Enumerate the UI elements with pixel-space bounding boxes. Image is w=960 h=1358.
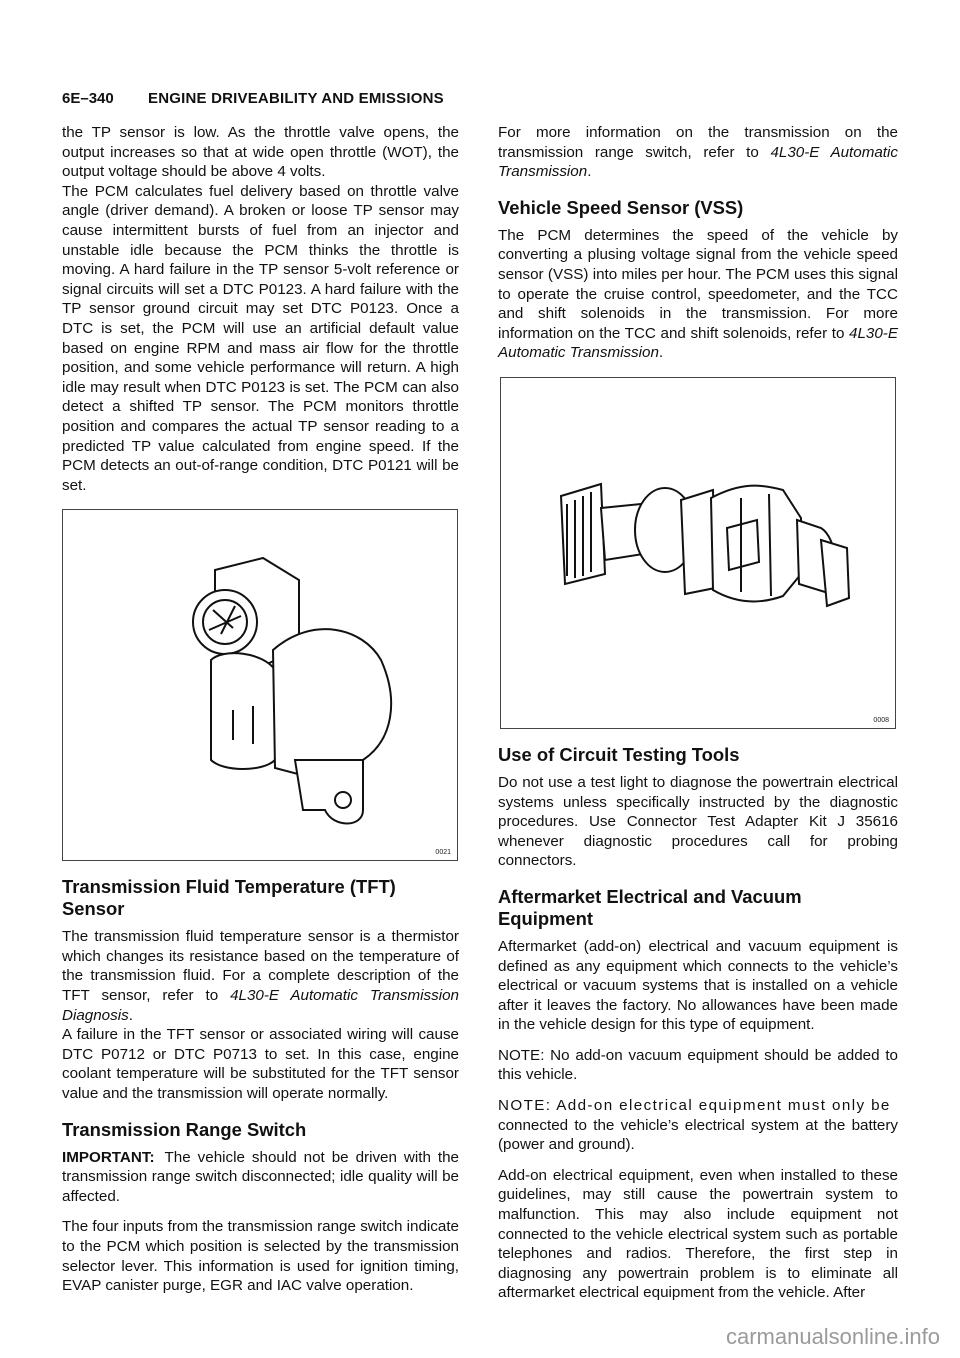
paragraph: Add-on electrical equipment, even when installed to these guidelines, may still cause the powertrain system to malfunction. This may also include equipment not connected to the vehicle electrical system such as portable telephones and radios. Therefore, the first step in diagnosing any powertrain problem is to eliminate all aftermarket electrical equipment from the vehicle. After — [498, 1166, 898, 1302]
paragraph — [62, 927, 459, 1025]
note-continued: connected to the vehicle’s electrical system at the battery (power and ground). — [498, 1116, 898, 1154]
tp-sensor-illustration — [63, 510, 457, 860]
text-run: The transmission fluid temperature sensor is a thermistor which changes its resistance based on the temperature of the transmission fluid. For a complete description of the TFT sensor, refer to — [62, 928, 459, 1005]
important-label: IMPORTANT: — [62, 1148, 155, 1166]
right-column — [498, 123, 898, 1314]
paragraph: The PCM calculates fuel delivery based on throttle valve angle (driver demand). A broken or loose TP sensor may cause intermittent bursts of fuel from an injector and unstable idle because the PCM thinks the throttle is moving. A hard failure in the TP sensor 5-volt reference or signal circuits will set a DTC P0123. A hard failure with the TP sensor ground circuit may set DTC P0123. Once a DTC is set, the PCM will use an artificial default value based on engine RPM and mass air flow for the throttle position, and some vehicle performance will return. A high idle may result when DTC P0123 is set. The PCM can also detect a shifted TP sensor. The PCM monitors throttle position and compares the actual TP sensor reading to a predicted TP value calculated from engine speed. If the PCM detects an out-of-range condition, DTC P0121 will be set. — [62, 182, 459, 494]
left-column — [62, 123, 459, 1307]
tft-heading: Transmission Fluid Temperature (TFT) Sensor — [62, 876, 396, 920]
text-run: . — [128, 1006, 133, 1024]
figure-id: 0008 — [873, 716, 889, 724]
paragraph: A failure in the TFT sensor or associated wiring will cause DTC P0712 or DTC P0713 to set. In this case, engine coolant temperature will be substituted for the TFT sensor value and the transmission will operate normally. — [62, 1026, 459, 1103]
paragraph — [498, 123, 898, 182]
text-run: . — [587, 163, 592, 181]
text-run: . — [658, 344, 664, 362]
important-note — [62, 1148, 459, 1207]
cross-reference: 4L30-E Automatic Transmission — [498, 324, 898, 362]
paragraph: Aftermarket (add-on) electrical and vacuum equipment is defined as any equipment which connects to the vehicle’s electrical or vacuum systems that is installed on a vehicle after it leaves the factory. No allowances have been made in the vehicle design for this type of equipment. — [498, 937, 898, 1034]
text-run: For more information on the transmission on the transmission range switch, refer to — [498, 124, 898, 161]
page-number: 6E–340 — [62, 90, 114, 107]
cross-reference: 4L30-E Automatic Transmission — [498, 143, 898, 181]
text-run: NOTE: Add-on electrical equipment must only be — [498, 1097, 891, 1115]
figure-id: 0021 — [435, 849, 451, 857]
vss-illustration — [501, 378, 895, 728]
paragraph: the TP sensor is low. As the throttle valve opens, the output increases so that at wide open throttle (WOT), the output voltage should be above 4 volts. — [62, 124, 459, 181]
text-run: The vehicle should not be driven with the transmission range switch disconnected; idle quality will be affected. — [62, 1148, 459, 1205]
trs-heading: Transmission Range Switch — [62, 1118, 307, 1140]
tools-heading: Use of Circuit Testing Tools — [498, 743, 740, 765]
tp-sensor-figure — [62, 509, 458, 861]
text-run: The PCM determines the speed of the vehicle by converting a plusing voltage signal from the vehicle speed sensor (VSS) into miles per hour. The PCM uses this signal to operate the cruise control, speedometer, and the TCC and shift solenoids in the transmission. For more information on the TCC and shift solenoids, refer to — [498, 226, 898, 342]
vss-heading: Vehicle Speed Sensor (VSS) — [498, 196, 744, 218]
note — [498, 1096, 898, 1116]
paragraph — [498, 226, 898, 363]
aftermarket-heading: Aftermarket Electrical and Vacuum Equipment — [498, 885, 802, 929]
vss-figure — [500, 377, 896, 729]
note: NOTE: No add-on vacuum equipment should be added to this vehicle. — [498, 1046, 898, 1084]
paragraph: Do not use a test light to diagnose the powertrain electrical systems unless specifically instructed by the diagnostic procedures. Use Connector Test Adapter Kit J 35616 whenever diagnostic procedures call for probing connectors. — [498, 773, 898, 870]
cross-reference: 4L30-E Automatic Transmission Diagnosis — [62, 987, 459, 1024]
section-title: ENGINE DRIVEABILITY AND EMISSIONS — [148, 90, 444, 107]
page-header — [62, 90, 898, 112]
watermark: carmanualsonline.info — [725, 1324, 940, 1349]
paragraph: The four inputs from the transmission range switch indicate to the PCM which position is selected by the transmission selector lever. This information is used for ignition timing, EVAP canister purge, EGR and IAC valve operation. — [62, 1218, 459, 1295]
